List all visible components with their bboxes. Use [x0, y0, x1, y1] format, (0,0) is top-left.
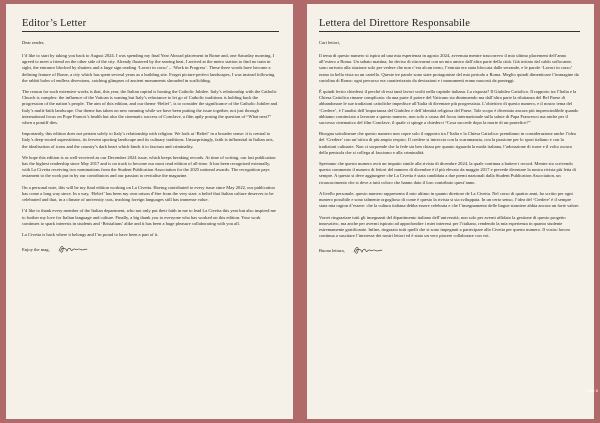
- signoff: Enjoy the mag,: [22, 246, 50, 252]
- page-title: Editor’s Letter: [22, 18, 87, 29]
- paragraph: Bisogna sottolineare che questo numero non copre solo il rapporto tra l’Italia e la Chiesa Cattolica: prendiamo in considerazione anche l’idea del ‘Credere’ con un’ottica di più ampio respiro. Il credere si intreccia con la scaramanzia, con la passione per lo sport italiano e con la tradizioni culinarie. Non ci sorprende che la fede sia ben chiara per quanto riguarda la moda italiana, l’adorazione di icone e il volto oscuro della penisola che si collega al fascismo e alla criminalità.: [319, 131, 576, 155]
- paragraph: On a personal note, this will be my final edition working on La Civetta. Having contributed to every issue since May 2022, our publication has come a long way since. In a way, ‘Belief’ has been my own raison d’être from the very start: a belief that Italian culture deserves to be celebrated and that, in a climate of university cuts, teaching foreign languages still has immense value.: [22, 184, 275, 203]
- paragraph: La Civetta is back where it belongs and I’m proud to have been a part of it.: [22, 232, 159, 238]
- english-page: [6, 4, 293, 419]
- signature-icon: [58, 243, 88, 255]
- italian-page: [307, 4, 594, 419]
- title-divider: [22, 31, 279, 32]
- paragraph: Speriamo che questo numero avrà un impatto simile alla rivista di dicembre 2024, la quale continua a battere i record. Mentre sto scrivendo questo commento il numero di lettori del numero di dicembre è il più elevato da maggio 2017 e prevede diventare la nostra rivista più letta di sempre. A questo si deve aggiungere che La Civetta è stata candidata a due premi nazionali dalla Student Publication Association, un riconoscimento che si deve a tutti coloro che hanno dato il loro contributo quest’anno.: [319, 161, 576, 185]
- paragraph: Importantly, this edition does not pertain solely to Italy’s relationship with religion. We look at ‘Belief’ in a broader sense: it is central to Italy’s deep-rooted superstitions, its fervent sporting landscape and its culinary traditions. Unsurprisingly, faith is influential in Italian arts, the idealisation of icons and the country’s dark heart which binds it to fascism and criminality.: [22, 131, 274, 149]
- signoff-row: [319, 244, 580, 256]
- signoff: Buona lettura,: [319, 247, 345, 253]
- paragraph: Vorrei ringraziare tutti gli insegnanti del dipartimento italiano dell’università, non solo per averni affidato la gestione di questo progetto innovativo, ma anche per avermi ispirato ad approfondire i miei interessi per l’italiano, rendendo la mia esperienza in quanto studente estremamente gratificante. Infine, ringrazio tutti quelli che si sono impegnati a partecipare alla Civetta per questo numero. Il vostro lavoro continua a suscitare l’interesse dei nostri lettori ed è stato un vero piacere collaborare con voi.: [319, 214, 571, 238]
- title-divider: [319, 31, 580, 32]
- paragraph: Il tema di questo numero si ispira ad una mia esperienza in agosto 2024, avvenuta mentre trascorrevo il mio ultimo placement dell’anno all’estero a Roma. Un sabato mattina, ho deciso di ritrovarmi con un mio amico dall’altra parte della città. Già irritato dal caldo soffocante, sono arrivato alla stazione solo per vedere che non c’era alcun treno, l’entrata era stata bloccata dalle serrande, e le parole ‘Lavori in corso’ erano in bella vista su un cartello. Queste tre parole sono state protagoniste del mio periodo a Roma. Meglio quindi dimenticare l’immagine da cartolina di Roma: ogni percorso era caratterizzato da deviazioni e i monumenti erano nascosti da ponteggi.: [319, 53, 579, 83]
- signature-icon: [353, 244, 383, 256]
- page-title: Lettera del Direttore Responsabile: [319, 18, 471, 29]
- signoff-row: [22, 243, 279, 255]
- paragraph: A livello personale, questo numero rappresenta il mio ultimo in quanto direttore de La Civetta. Nel corso di quattro anni, ho scritto per ogni numero possibile e sono talmente orgoglioso di come è questo la rivista si sia sviluppata. In un certo senso, l’idea del ‘Credere’ è il sempre stata mia ragion d’essere: che la cultura italiana debba essere celebrata e che l’insegnamento delle lingue straniere abbia ancora un forte valore.: [319, 190, 580, 209]
- greeting: Cari lettori,: [319, 40, 340, 45]
- paragraph: I’d like to start by taking you back to August 2024. I was spending my final Year Abroad placement in Rome and, one Saturday morning, I agreed to meet a friend on the other side of the city. Already flustered by the searing heat, I arrived at the metro station to find no train in sight, the entrance blocked by shutters and a large sign reading ‘Lavori in corso’ – ‘Work in Progress’. These three words have become a defining feature of Rome, a city which has spent several years as a building site. Forget picture-perfect landscapes, I was instead following the rabbit holes of endless diversions, catching glimpses of ancient monuments shrouded in scaffolding.: [22, 53, 275, 83]
- page-number: Page 6: [585, 388, 598, 393]
- paragraph: È quindi lecito chiedersi il perché di essi tanti lavori svolti nella capitale italiana. La risposta? Il Giubileo Cattolico. Il rapporto tra l’Italia e la Chiesa Cattolica rimane complicato: da una parte il potere del Vaticano sta diminuendo ma dall’altra parte la riluttanza del Bel Paese di abbandonare le sue tradizioni cattoliche impedisce all’Italia di diventare più progressista. L’obiettivo di questo numero, e il nostro tema del ‘Credere’, è l’analisi dell’importanza del Giubileo e dell’identità religiosa del Paese. Tale scopo è diventato ancora più imprescindibile quando abbiamo cominciato a lavorare a questo numero, non solo a causa del focus internazionale sulla salute di Papa Francesco ma anche per il successo cinematico del film Conclave, il quale ci spinge a chiederci “Cosa succede dopo la morte di un pontefice?”: [319, 89, 579, 125]
- paragraph: We hope this edition is as well-received as our December 2024 issue, which keeps breaking records. At time of writing, our last publication has the highest readership since May 2017 and is on track to become our most read edition of all-time. It has been recognised externally, with La Civetta receiving two nominations from the Student Publication Association for the 2025 national awards. The recognition pays testament to the work put in by our contributors and our passion to revitalise the magazine.: [22, 154, 276, 179]
- paragraph: I’d like to thank every member of the Italian department, who not only put their faith in me to lead La Civetta this year but also inspired me to further my love for Italian language and culture. Finally, a big thank you to everyone who has worked on this edition. Your work continues to spark interests in students and ‘Bristalians’ alike and it has been a huge pleasure collaborating with you all.: [22, 208, 277, 226]
- paragraph: The reason for such extensive works is that, this year, the Italian capital is hosting the Catholic Jubilee. Italy’s relationship with the Catholic Church is complex: the influence of the Vatican is waning but Italy’s reluctance to let go of Catholic traditions is holding back the progression of the nation’s people. The aim of this edition, and our theme ‘Belief’, is to consider the significance of the Catholic Jubilee and Italy’s multi-faith landscape. Our theme has taken on new meaning while we have been putting the issue together, not just through international focus on Pope Francis’s health but also the cinematic success of Conclave, a film aptly posing the question of “What next?” when a pontiff dies.: [22, 89, 278, 125]
- greeting: Dear reader,: [22, 40, 45, 45]
